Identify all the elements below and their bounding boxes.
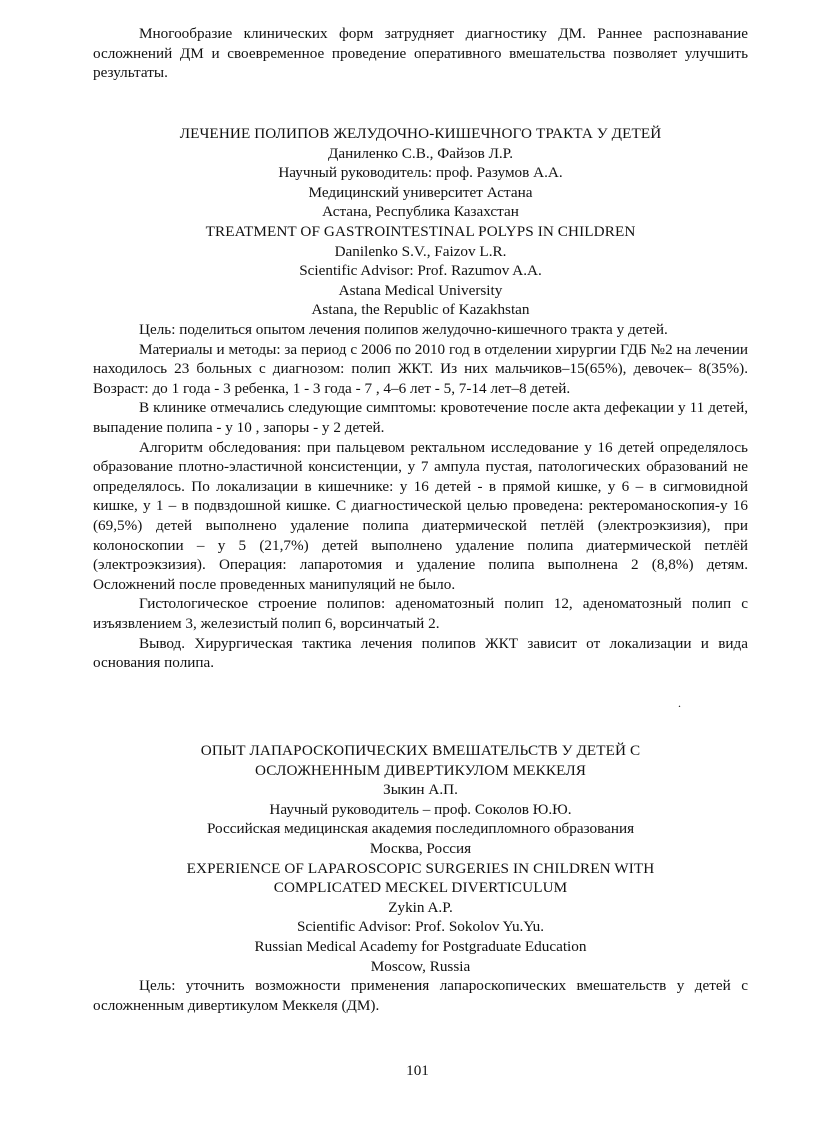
- article1-advisor-ru: Научный руководитель: проф. Разумов А.А.: [278, 164, 563, 182]
- article1-symptoms-paragraph: В клинике отмечались следующие симптомы: кровотечение после акта дефекации у 11 детей, выпадение полипа - у 10 , запоры - у 2 детей.: [93, 399, 748, 436]
- intro-section: [93, 24, 748, 83]
- article1-histology-paragraph: Гистологическое строение полипов: аденоматозный полип 12, аденоматозный полип с изъязвлением 3, железистый полип 6, ворсинчатый 2.: [93, 595, 748, 632]
- article1-title-en: TREATMENT OF GASTROINTESTINAL POLYPS IN CHILDREN: [205, 222, 636, 240]
- article1-algorithm-paragraph: Алгоритм обследования: при пальцевом ректальном исследование у 16 детей определялось образование плотно-эластичной консистенции, у 7 ампула пустая, патологических образований не определялось. По локализации в кишечнике: у 16 детей - в прямой кишке, у 6 – в сигмовидной кишке, у 1 – в подвздошной кишке. С диагностической целью проведена: ректероманоскопия-у 16 (69,5%) детей выполнено удаление полипа диатермической петлёй (электроэкзизия), при колоноскопии – у 5 (21,7%) детей выполнено удаление полипа диатермической петлёй (электроэкзизия). Операция: лапаротомия и удаление полипа выполнена 2 (8,8%) детям. Осложнений после проведенных манипуляций не было.: [93, 438, 748, 593]
- article2-advisor-ru: Научный руководитель – проф. Соколов Ю.Ю.: [269, 800, 572, 818]
- article1-title-ru: ЛЕЧЕНИЕ ПОЛИПОВ ЖЕЛУДОЧНО-КИШЕЧНОГО ТРАКТА У ДЕТЕЙ: [179, 125, 662, 142]
- article2-body: [93, 976, 748, 1015]
- article2-title-ru-line2: ОСЛОЖНЕННЫМ ДИВЕРТИКУЛОМ МЕККЕЛЯ: [255, 761, 586, 779]
- article2-authors-en: Zykin A.P.: [388, 898, 453, 916]
- article2-title-ru-line1: ОПЫТ ЛАПАРОСКОПИЧЕСКИХ ВМЕШАТЕЛЬСТВ У ДЕТЕЙ С: [200, 742, 641, 759]
- intro-paragraph: Многообразие клинических форм затрудняет диагностику ДМ. Раннее распознавание осложнений ДМ и своевременное проведение оперативного вмешательства позволяет улучшить результаты.: [93, 25, 748, 82]
- article1-methods-paragraph: Материалы и методы: за период с 2006 по 2010 год в отделении хирургии ГДБ №2 на лечении находилось 23 больных с диагнозом: полип ЖКТ. Из них мальчиков–15(65%), девочек– 8(35%). Возраст: до 1 года - 3 ребенка, 1 - 3 года - 7 , 4–6 лет - 5, 7-14 лет–8 детей.: [93, 340, 748, 397]
- stray-mark: .: [678, 696, 681, 710]
- article1-goal-paragraph: Цель: поделиться опытом лечения полипов желудочно-кишечного тракта у детей.: [139, 321, 668, 338]
- article1-location-en: Astana, the Republic of Kazakhstan: [311, 301, 530, 319]
- article1-institution-en: Astana Medical University: [338, 281, 503, 299]
- article2-goal-paragraph: Цель: уточнить возможности применения лапароскопических вмешательств у детей с осложненным дивертикулом Меккеля (ДМ).: [93, 977, 748, 1014]
- article1-header: [93, 124, 748, 320]
- article2-location-en: Moscow, Russia: [370, 957, 471, 975]
- article1-institution-ru: Медицинский университет Астана: [308, 183, 533, 201]
- article2-advisor-en: Scientific Advisor: Prof. Sokolov Yu.Yu.: [296, 918, 545, 936]
- article2-institution-ru: Российская медицинская академия последипломного образования: [206, 820, 635, 838]
- article2-header: [93, 741, 748, 976]
- article2-location-ru: Москва, Россия: [369, 839, 472, 857]
- article2-title-en-line1: EXPERIENCE OF LAPAROSCOPIC SURGERIES IN CHILDREN WITH: [186, 859, 655, 877]
- article1-conclusion-paragraph: Вывод. Хирургическая тактика лечения полипов ЖКТ зависит от локализации и вида основания полипа.: [93, 634, 748, 672]
- article2-title-en-line2: COMPLICATED MECKEL DIVERTICULUM: [273, 879, 568, 897]
- article1-authors-ru: Даниленко С.В., Файзов Л.Р.: [327, 144, 514, 162]
- article1-authors-en: Danilenko S.V., Faizov L.R.: [334, 242, 507, 260]
- article1-advisor-en: Scientific Advisor: Prof. Razumov A.A.: [299, 262, 542, 280]
- article2-institution-en: Russian Medical Academy for Postgraduate Education: [254, 937, 587, 955]
- article1-location-ru: Астана, Республика Казахстан: [322, 203, 519, 221]
- article2-authors-ru: Зыкин А.П.: [383, 781, 458, 799]
- page-number: 101: [406, 1062, 429, 1079]
- article1-body: [93, 320, 748, 673]
